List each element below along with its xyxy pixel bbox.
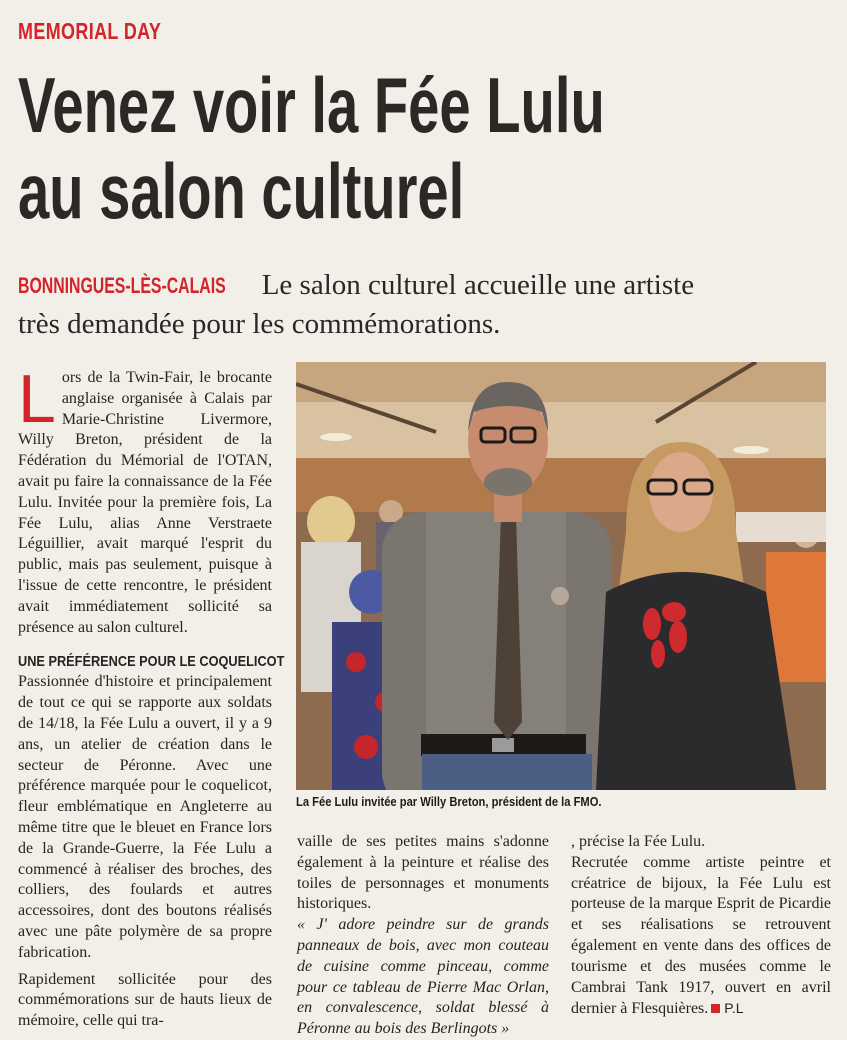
section-subhead: UNE PRÉFÉRENCE POUR LE COQUELICOT (18, 653, 285, 671)
article-column-2 (297, 832, 549, 1040)
photo-illustration (296, 362, 826, 790)
article-headline (18, 62, 738, 234)
article-column-3 (571, 832, 831, 1020)
paragraph-intro-text: ors de la Twin-Fair, le brocante anglaise organisée à Calais par Marie-Christine Livermore, Willy Breton, président de la Fédération du Mémorial de l'OTAN, avait pu faire la connaissance de la Fée Lulu. Invitée pour la première fois, La Fée Lulu, alias Anne Verstraete Léguillier, avait marqué l'esprit du public, mais pas seulement, puisque à l'issue de cette rencontre, le président avait immédiatement sollicité sa présence au salon culturel. (18, 369, 272, 636)
end-mark-icon (711, 1004, 720, 1013)
paragraph-commemorations: Rapidement sollicitée pour des commémorations sur de hauts lieux de mémoire, celle qui tra- (18, 970, 272, 1030)
article-column-1 (18, 361, 285, 1032)
quote: « J' adore peindre sur de grands panneaux de bois, avec mon couteau de cuisine comme pinceau, comme pour ce tableau de Pierre Mac Orlan, en convalescence, soldat blessé à Péronne au bois des Berlingots » (297, 916, 549, 1038)
headline-line-1: Venez voir la Fée Lulu (18, 61, 605, 149)
section-kicker: MEMORIAL DAY (18, 18, 162, 44)
byline: P.L (724, 1000, 744, 1017)
article-photo (296, 362, 826, 790)
paragraph-intro (18, 361, 272, 638)
photo-caption: La Fée Lulu invitée par Willy Breton, président de la FMO. (296, 794, 602, 809)
drop-cap: L (18, 361, 56, 437)
dateline-place: BONNINGUES-LÈS-CALAIS (18, 273, 226, 298)
deck-text: Le salon culturel accueille une artiste très demandée pour les commémorations. (18, 269, 695, 340)
paragraph-coquelicot: Passionnée d'histoire et principalement de tout ce qui se rapporte aux soldats de 14/18, la Fée Lulu a ouvert, il y a 9 ans, un atelier de création dans le secteur de Péronne. Avec une préférence marquée pour le coquelicot, fleur emblématique en Angleterre au même titre que le bleuet en France lors de la Grande-Guerre, la Fée Lulu a commencé à réaliser des broches, des colliers, des foulards et autres accessoires, dont des boutons réalisés avec une pâte polymère de sa propre fabrication. (18, 673, 272, 961)
quote-attribution: , précise la Fée Lulu. (571, 833, 706, 850)
paragraph-esprit-text: Recrutée comme artiste peintre et créatrice de bijoux, la Fée Lulu est porteuse de la marque Esprit de Picardie et ses réalisations se retrouvent également en vente dans des offices de tourisme et des musées comme le Cambrai Tank 1917, ouvert en avril dernier à Flesquières. (571, 853, 831, 1018)
headline-line-2: au salon culturel (18, 147, 465, 235)
paragraph-esprit-de-picardie (571, 853, 831, 1020)
article-deck (18, 266, 738, 343)
paragraph-painting: vaille de ses petites mains s'adonne également à la peinture et réalise des toiles de personnages et monuments historiques. (297, 833, 549, 913)
